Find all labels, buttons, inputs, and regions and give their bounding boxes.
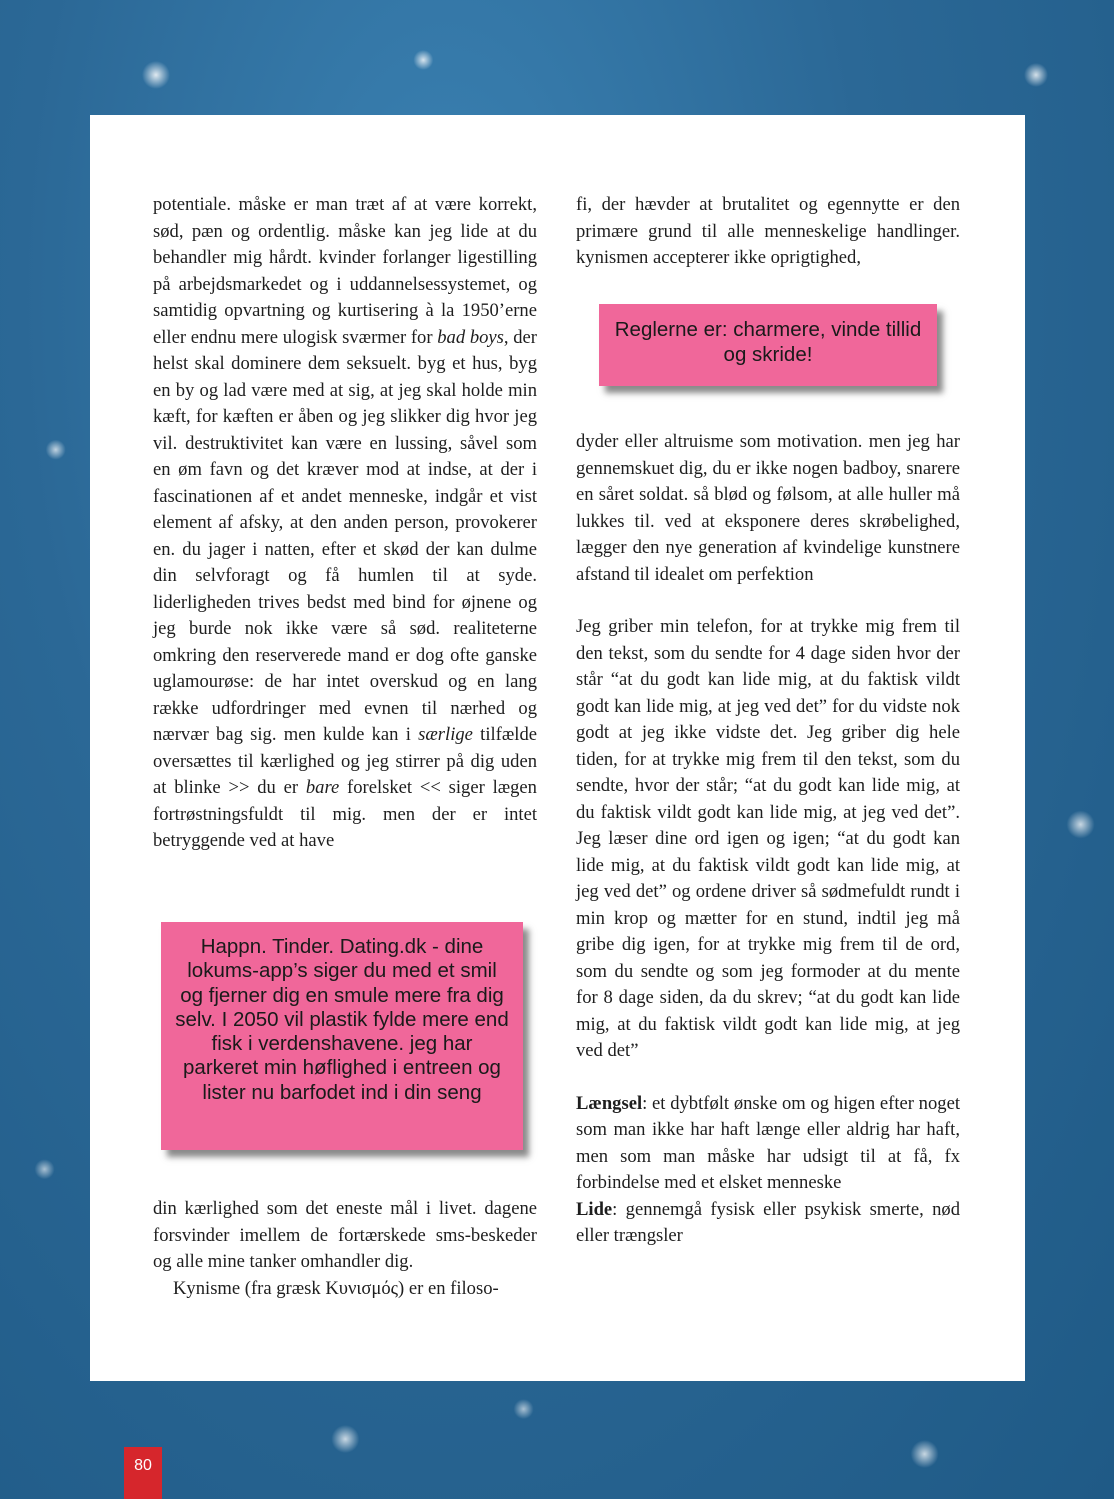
- text-run: tilfælde oversættes til kærlighed og jeg stirrer på dig uden at blinke >> du er: [153, 724, 537, 798]
- paragraph-gap: [576, 588, 960, 614]
- italic-text: særlige: [418, 724, 473, 745]
- left-column-lower: [153, 1196, 537, 1302]
- paragraph: fi, der hævder at brutalitet og egennytte er den primære grund til alle menneskelige handlinger. kynismen accepterer ikke oprigtighed,: [576, 194, 960, 268]
- definition-text: : et dybtfølt ønske om og higen efter noget som man ikke har haft længe eller aldrig har haft, men som man måske har udsigt til at få, fx forbindelse med et elsket menneske: [576, 1092, 960, 1193]
- text-run: forelsket << siger lægen fortrøstningsfuldt til mig. men der er intet betryggende ved at have: [153, 777, 537, 851]
- paragraph: Kynisme (fra græsk Κυνισμός) er en filoso-: [173, 1277, 499, 1299]
- right-column: [576, 192, 960, 272]
- italic-text: bare: [305, 777, 340, 798]
- left-column: [153, 192, 537, 855]
- pull-quote-left: Happn. Tinder. Dating.dk - dine lokums-app’s siger du med et smil og fjerner dig en smule mere fra dig selv. I 2050 vil plastik fylde mere end fisk i verdenshavene. jeg har parkeret min høflighed i entreen og lister nu barfodet ind i din seng: [161, 922, 523, 1150]
- paragraph: Jeg griber min telefon, for at trykke mig frem til den tekst, som du sendte for 4 dage siden hvor der står “at du godt kan lide mig, at du faktisk vildt godt kan lide mig, at jeg ved det” for du vidste nok godt at jeg ikke vidste det. Jeg griber dig hele tiden, for at trykke mig frem til den tekst, som du sendte, hvor der står; “at du godt kan lide mig, at du faktisk vildt godt kan lide mig, at jeg ved det”. Jeg læser dine ord igen og igen; “at du godt kan lide mig, at du faktisk vildt godt kan lide mig, at jeg ved det” og ordene driver så sødmefuldt rundt i min krop og mætter for en stund, indtil jeg må gribe dig igen, for at trykke mig frem til de ord, som du sendte og som jeg formoder at du mente for 8 dage siden, da du skrev; “at du godt kan lide mig, at du faktisk vildt godt kan lide mig, at jeg ved det”: [576, 616, 960, 1061]
- text-run: , der helst skal dominere dem seksuelt. byg et hus, byg en by og lad være med at sig, at jeg skal holde min kæft, for kæften er åben og jeg slikker dig hvor jeg vil. destruktivitet kan være en lussing, såvel som en øm favn og det kræver mod at indse, at der i fascinationen af et andet menneske, indgår et vist element af afsky, at den anden person, provokerer en. du jager i natten, efter et skød der kan dulme din selvforagt og få humlen til at syde. liderligheden trives bedst med bind for øjnene og jeg burde nok ikke være så sød. realiteterne omkring den reserverede mand er dog ofte ganske uglamourøse: de har intet overskud og en lang række udfordringer med evnen til nærhed og nærvær bag sig. men kulde kan i: [153, 326, 538, 745]
- definition-text: : gennemgå fysisk eller psykisk smerte, nød eller trængsler: [576, 1198, 960, 1246]
- term: Længsel: [576, 1092, 643, 1114]
- paragraph-gap: [576, 1065, 960, 1091]
- term: Lide: [576, 1198, 613, 1220]
- text-run: potentiale. måske er man træt af at være korrekt, sød, pæn og ordentlig. måske kan jeg lide at du behandler mig hårdt. kvinder forlanger ligestilling på arbejdsmarkedet og i uddannelsessystemet, og samtidig opvartning og kurtisering à la 1950’erne eller endnu mere ulogisk sværmer for: [153, 194, 537, 348]
- article-panel: [90, 115, 1025, 1381]
- page-number: 80: [124, 1447, 162, 1499]
- definition-laengsel: [576, 1091, 960, 1197]
- italic-text: bad boys: [437, 326, 504, 348]
- pull-quote-right: Reglerne er: charmere, vinde tillid og skride!: [599, 304, 937, 386]
- right-column-lower: [576, 429, 960, 1250]
- paragraph: dyder eller altruisme som motivation. men jeg har gennemskuet dig, du er ikke nogen badboy, snarere en såret soldat. så blød og følsom, at alle huller må lukkes til. ved at eksponere deres skrøbelighed, lægger den nye generation af kvindelige kunstnere afstand til idealet om perfektion: [576, 431, 960, 585]
- paragraph: din kærlighed som det eneste mål i livet. dagene forsvinder imellem de fortærskede sms-beskeder og alle mine tanker omhandler dig.: [153, 1198, 537, 1272]
- definition-lide: [576, 1197, 960, 1250]
- paragraph: [153, 192, 537, 855]
